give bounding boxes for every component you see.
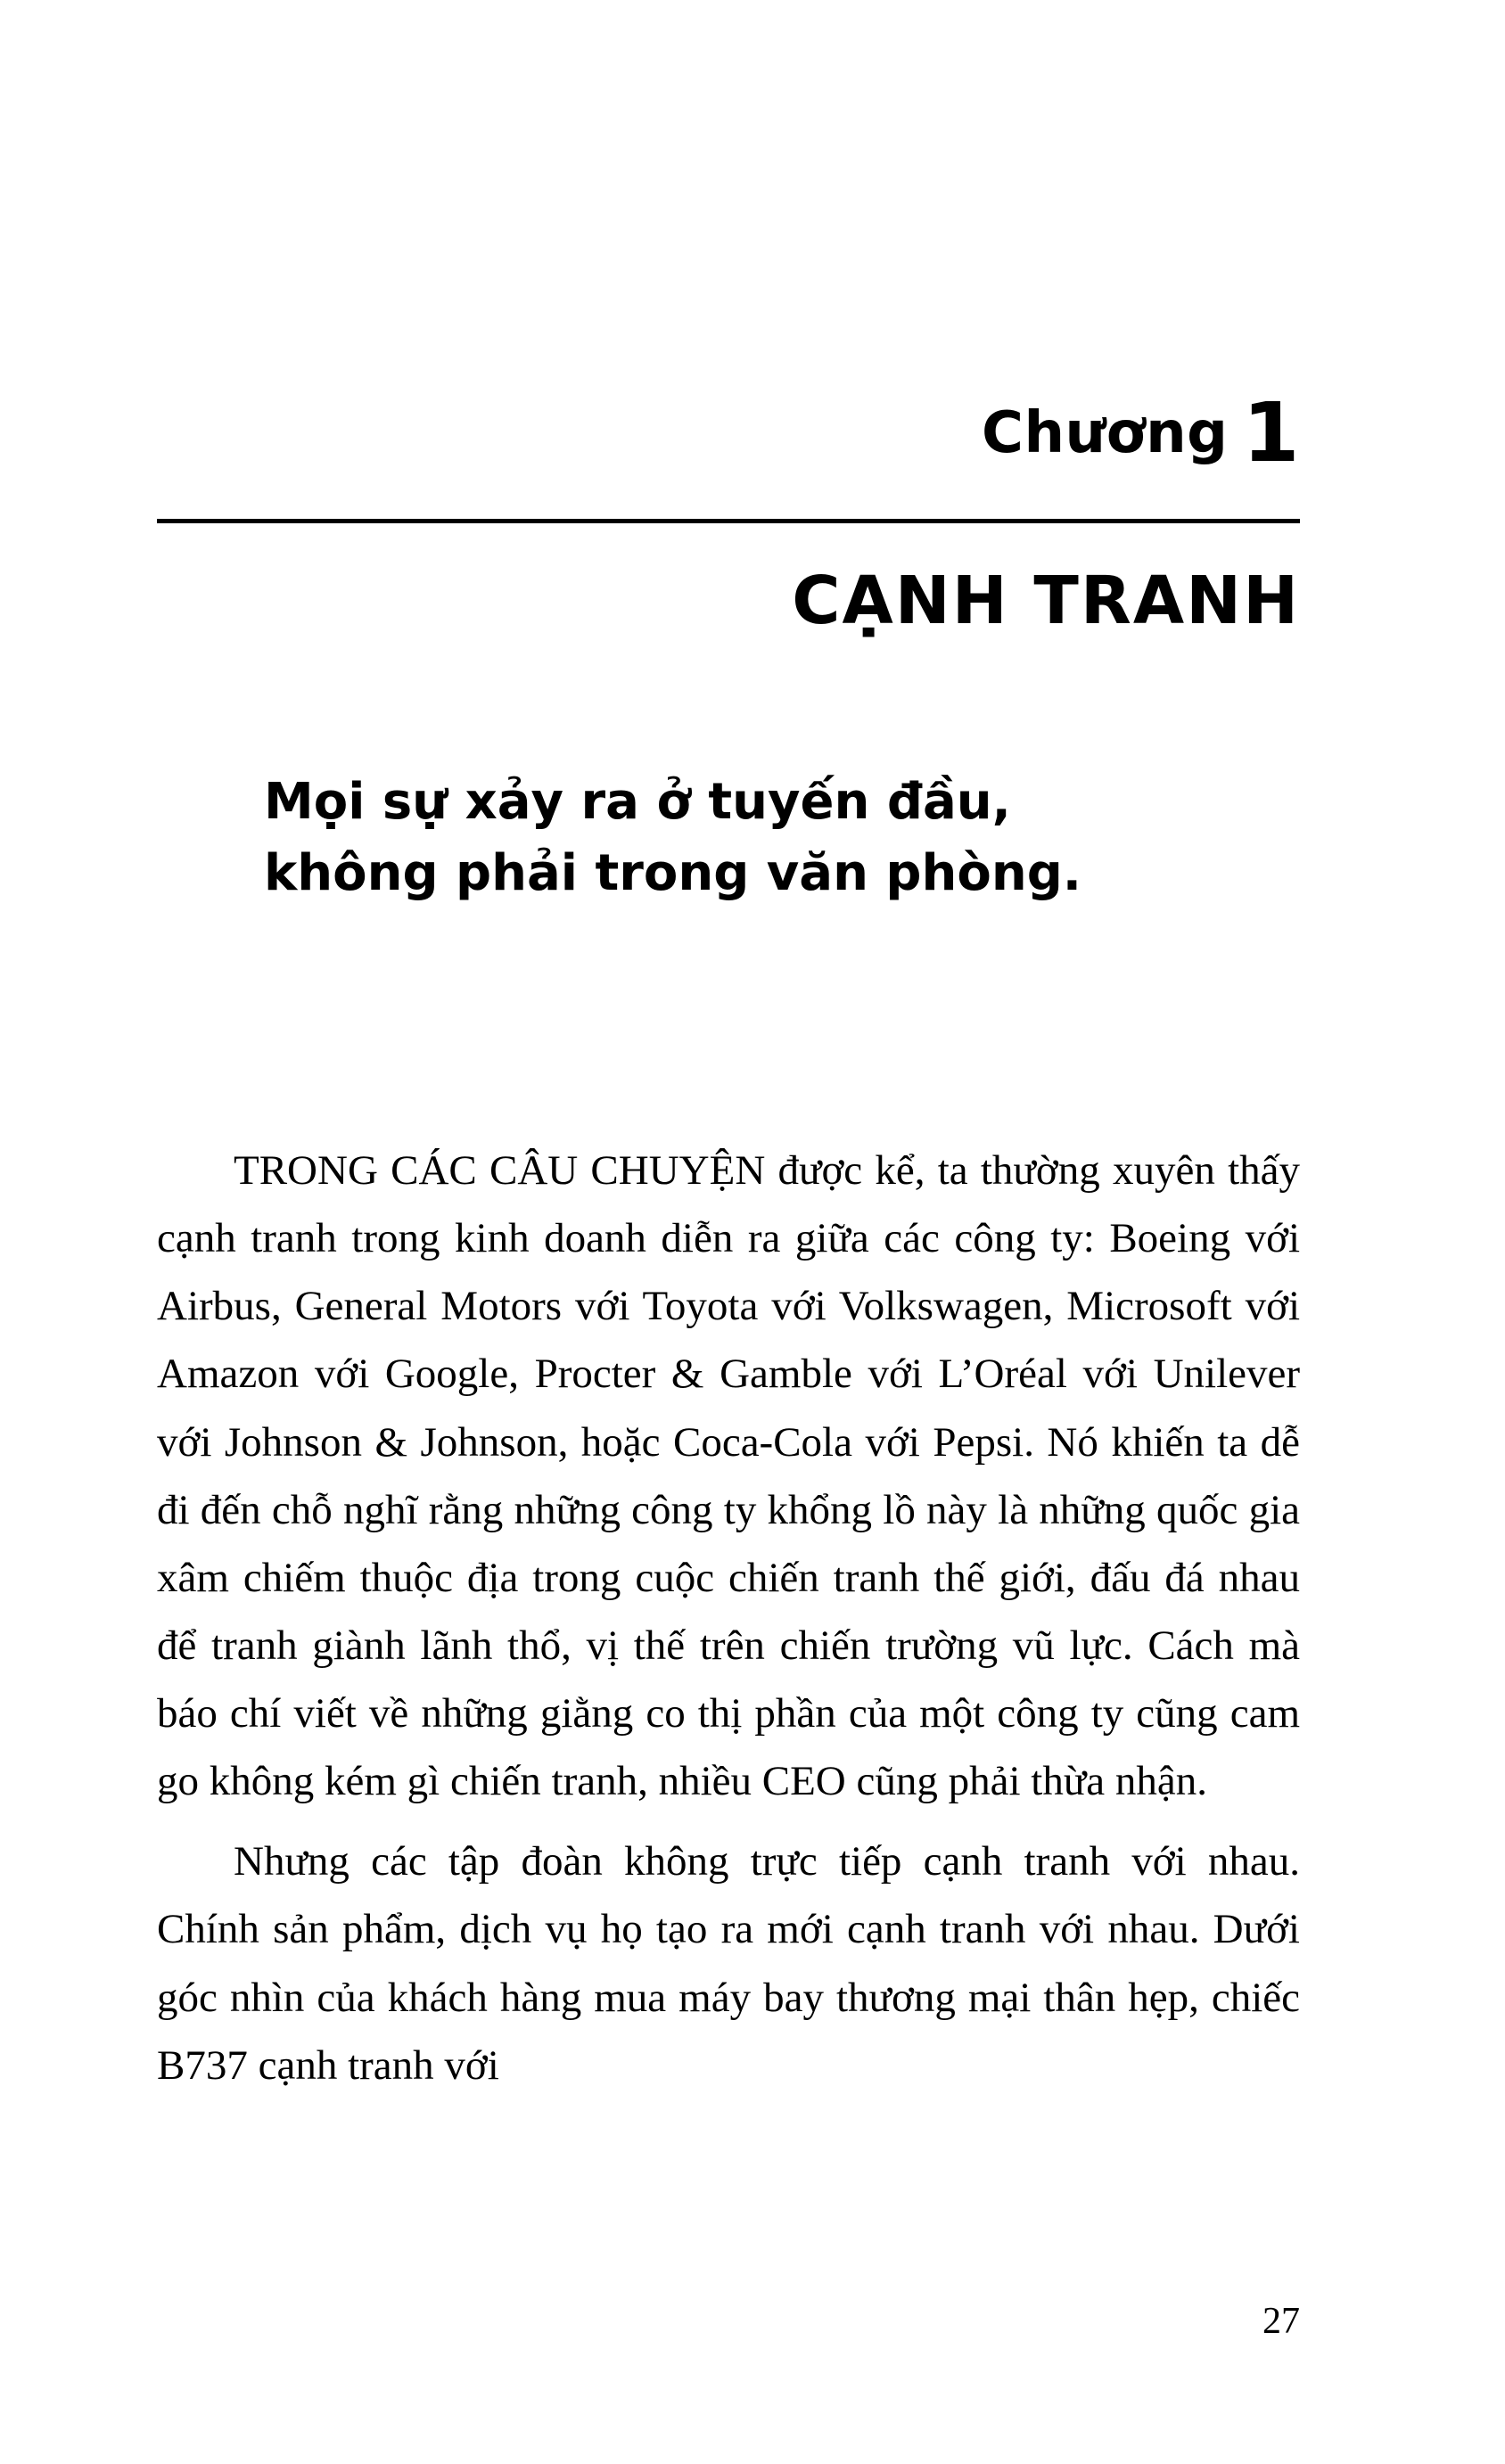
chapter-subtitle [264, 767, 1300, 908]
chapter-number: 1 [1242, 385, 1300, 480]
subtitle-line-2: không phải trong văn phòng. [264, 843, 1082, 902]
body-text [157, 1137, 1300, 2099]
chapter-title: CẠNH TRANH [792, 563, 1300, 639]
page-content [157, 0, 1300, 2464]
subtitle-line-1: Mọi sự xảy ra ở tuyến đầu, [264, 773, 1011, 831]
chapter-label: Chương [982, 400, 1229, 466]
chapter-heading [157, 383, 1300, 480]
page-number: 27 [1262, 2301, 1300, 2342]
paragraph: Nhưng các tập đoàn không trực tiếp cạnh tranh với nhau. Chính sản phẩm, dịch vụ họ tạo ra mới cạnh tranh với nhau. Dưới góc nhìn của khách hàng mua máy bay thương mại thân hẹp, chiếc B737 cạnh tranh với [157, 1838, 1300, 2089]
paragraph: TRONG CÁC CÂU CHUYỆN được kể, ta thường xuyên thấy cạnh tranh trong kinh doanh diễn ra giữa các công ty: Boeing với Airbus, General Motors với Toyota với Volkswagen, Microsoft với Amazon với Google, Procter & Gamble với L’Oréal với Unilever với Johnson & Johnson, hoặc Coca-Cola với Pepsi. Nó khiến ta dễ đi đến chỗ nghĩ rằng những công ty khổng lồ này là những quốc gia xâm chiếm thuộc địa trong cuộc chiến tranh thế giới, đấu đá nhau để tranh giành lãnh thổ, vị thế trên chiến trường vũ lực. Cách mà báo chí viết về những giằng co thị phần của một công ty cũng cam go không kém gì chiến tranh, nhiều CEO cũng phải thừa nhận. [157, 1147, 1300, 1805]
heading-divider [157, 519, 1300, 523]
